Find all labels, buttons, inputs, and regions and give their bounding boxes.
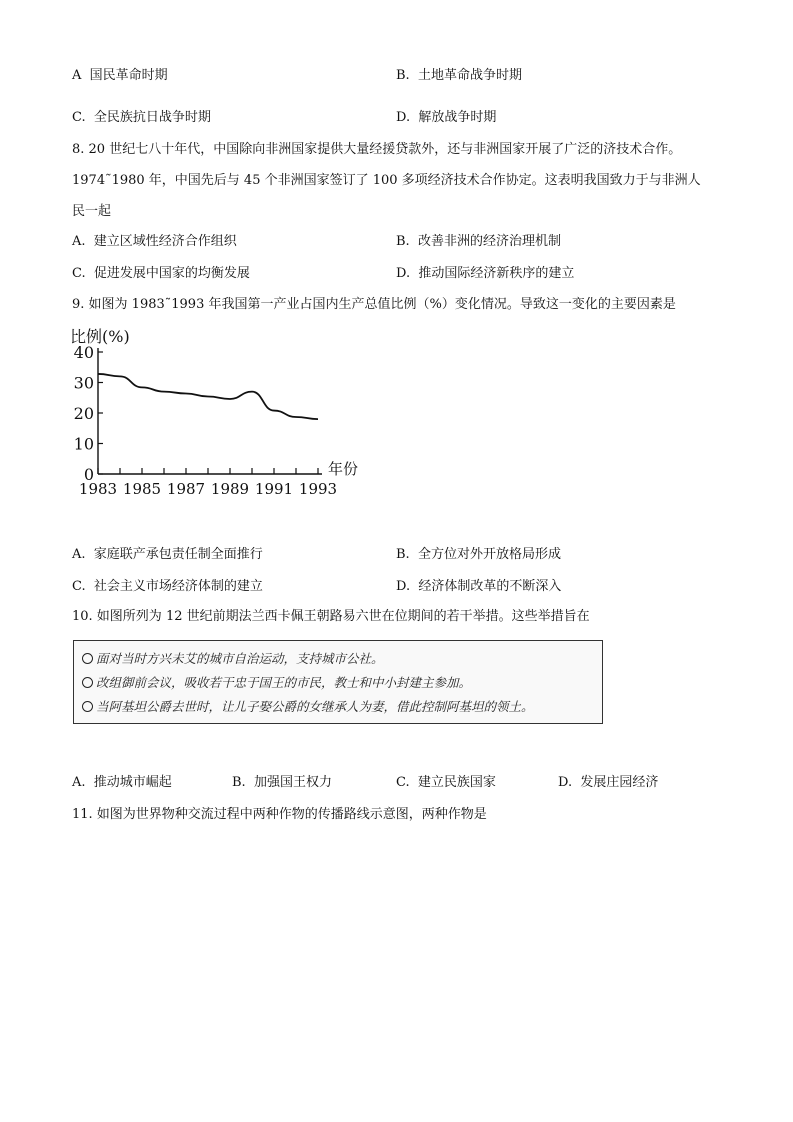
q10-option-c [396, 773, 496, 793]
q8-option-a [72, 232, 237, 252]
q8-options-row1 [72, 232, 732, 252]
q7-option-b [396, 66, 522, 86]
q9-option-c [72, 577, 263, 597]
option-text: 改善非洲的经济治理机制 [417, 234, 561, 249]
q7-options-row2 [72, 108, 732, 128]
circle-bullet-icon [82, 701, 93, 712]
option-text: 社会主义市场经济体制的建立 [93, 579, 263, 594]
option-text: 促进发展中国家的均衡发展 [93, 266, 250, 281]
option-text: 建立区域性经济合作组织 [93, 234, 237, 249]
option-label: A. [72, 234, 86, 249]
q10-option-b [232, 773, 332, 793]
q7-option-d [396, 108, 496, 128]
measure-text: 改组御前会议，吸收若干忠于国王的市民，教士和中小封建主参加。 [96, 675, 472, 690]
chart-series [98, 374, 318, 419]
option-text: 国民革命时期 [89, 68, 168, 83]
option-text: 全方位对外开放格局形成 [417, 547, 561, 562]
q10-measures-box [73, 640, 603, 724]
option-text: 建立民族国家 [417, 775, 496, 790]
option-text: 全民族抗日战争时期 [93, 110, 211, 125]
measure-text: 当阿基坦公爵去世时，让儿子娶公爵的女继承人为妻，借此控制阿基坦的领土。 [96, 699, 534, 714]
q7-option-c [72, 108, 211, 128]
option-label: D. [558, 775, 573, 790]
option-label: A. [72, 775, 86, 790]
option-label: B. [396, 68, 410, 83]
y-tick-label: 10 [73, 434, 94, 454]
line-chart [66, 322, 366, 504]
q8-stem-line-2: 1974˜1980 年，中国先后与 45 个非洲国家签订了 100 多项经济技术合作协定。这表明我国致力于与非洲人 [72, 173, 701, 188]
chart-axes [98, 348, 322, 474]
q9-option-b [396, 545, 561, 565]
q9-option-a [72, 545, 263, 565]
y-axis-label: 比例(%) [70, 327, 130, 346]
option-label: C. [396, 775, 410, 790]
option-label: A. [72, 547, 86, 562]
x-tick-label: 1991 [254, 480, 294, 498]
x-tick-label: 1985 [122, 480, 162, 498]
q10-stem: 10. 如图所列为 12 世纪前期法兰西卡佩王朝路易六世在位期间的若干举措。这些举措旨在 [72, 609, 590, 624]
q10-measure-item [82, 647, 594, 671]
q8-option-c [72, 264, 250, 284]
q8-stem-line-1: 8. 20 世纪七八十年代，中国除向非洲国家提供大量经援贷款外，还与非洲国家开展了广泛的济技术合作。 [72, 142, 682, 157]
option-label: D. [396, 110, 411, 125]
option-text: 发展庄园经济 [580, 775, 659, 790]
option-label: C. [72, 579, 86, 594]
y-tick-label: 20 [73, 404, 94, 423]
q8-stem-line-3: 民一起 [72, 204, 112, 219]
x-tick-label: 1993 [298, 480, 338, 498]
x-tick-label: 1983 [78, 480, 118, 498]
option-text: 解放战争时期 [418, 110, 497, 125]
q9-options-row2 [72, 577, 732, 597]
option-label: B. [396, 234, 410, 249]
q8-options-row2 [72, 264, 732, 284]
q7-option-a [72, 66, 168, 86]
option-label: D. [396, 579, 411, 594]
option-text: 土地革命战争时期 [417, 68, 522, 83]
y-tick-label: 0 [83, 465, 94, 484]
y-tick-label: 30 [73, 373, 94, 393]
q10-measure-item [82, 695, 594, 719]
circle-bullet-icon [82, 677, 93, 688]
option-text: 加强国王权力 [253, 775, 332, 790]
option-label: D. [396, 266, 411, 281]
q11-stem: 11. 如图为世界物种交流过程中两种作物的传播路线示意图，两种作物是 [72, 807, 487, 822]
q10-measure-item [82, 671, 594, 695]
q10-options-row [72, 773, 732, 793]
option-label: C. [72, 110, 86, 125]
q8-option-b [396, 232, 561, 252]
q10-option-d [558, 773, 658, 793]
option-label: C. [72, 266, 86, 281]
q8-option-d [396, 264, 574, 284]
measure-text: 面对当时方兴未艾的城市自治运动，支持城市公社。 [96, 651, 384, 666]
option-text: 推动城市崛起 [93, 775, 172, 790]
q9-options-row1 [72, 545, 732, 565]
q10-option-a [72, 773, 172, 793]
y-tick-label: 40 [73, 343, 94, 362]
x-tick-label: 1989 [210, 480, 250, 498]
option-text: 家庭联产承包责任制全面推行 [93, 547, 263, 562]
option-text: 经济体制改革的不断深入 [418, 579, 562, 594]
option-label: B. [232, 775, 246, 790]
chart-ticks [74, 343, 337, 498]
option-label: A [72, 68, 82, 83]
circle-bullet-icon [82, 653, 93, 664]
option-text: 推动国际经济新秩序的建立 [418, 266, 575, 281]
x-tick-label: 1987 [166, 480, 206, 498]
option-label: B. [396, 547, 410, 562]
q9-stem: 9. 如图为 1983˜1993 年我国第一产业占国内生产总值比例（%）变化情况。导致这一变化的主要因素是 [72, 297, 676, 312]
q9-option-d [396, 577, 561, 597]
q7-options-row1 [72, 66, 732, 86]
x-axis-label: 年份 [328, 460, 359, 478]
